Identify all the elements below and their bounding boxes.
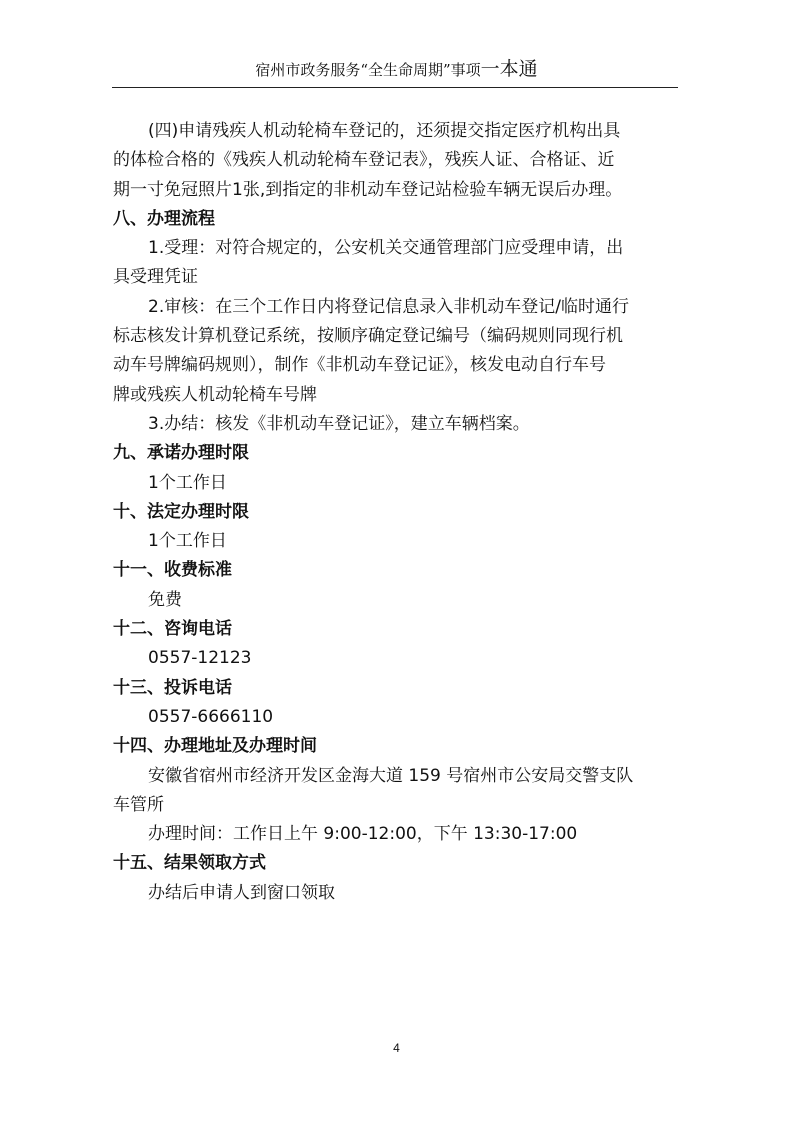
section-heading: 十三、投诉电话 xyxy=(113,677,232,698)
section-heading: 十一、收费标准 xyxy=(113,560,232,581)
document-body xyxy=(113,117,697,908)
header-title-prefix: 宿州市政务服务“全生命周期”事项 xyxy=(255,61,481,79)
page-number: 4 xyxy=(393,1041,400,1055)
body-line: 3.办结：核发《非机动车登记证》，建立车辆档案。 xyxy=(148,413,530,434)
body-line: 牌或残疾人机动轮椅车号牌 xyxy=(113,384,317,405)
section-heading: 十五、结果领取方式 xyxy=(113,853,266,874)
body-line: 动车号牌编码规则），制作《非机动车登记证》，核发电动自行车号 xyxy=(113,355,606,376)
body-line: 1个工作日 xyxy=(148,531,227,552)
running-header xyxy=(0,58,793,81)
body-line: 1个工作日 xyxy=(148,472,227,493)
section-heading: 十二、咨询电话 xyxy=(113,619,232,640)
header-title-suffix: 一本通 xyxy=(480,58,538,80)
body-line: 标志核发计算机登记系统，按顺序确定登记编号（编码规则同现行机 xyxy=(113,326,623,347)
body-line: 免费 xyxy=(148,589,182,610)
body-line: (四)申请残疾人机动轮椅车登记的，还须提交指定医疗机构出具 xyxy=(148,121,621,141)
body-line: 办结后申请人到窗口领取 xyxy=(148,882,335,903)
section-heading: 十、法定办理时限 xyxy=(113,501,249,522)
header-rule xyxy=(112,87,678,88)
section-heading: 八、办理流程 xyxy=(113,208,215,229)
body-line: 安徽省宿州市经济开发区金海大道 159 号宿州市公安局交警支队 xyxy=(148,765,634,786)
section-heading: 十四、办理地址及办理时间 xyxy=(113,736,317,757)
body-line: 车管所 xyxy=(113,794,164,815)
body-line: 具受理凭证 xyxy=(113,267,198,288)
body-line: 0557-12123 xyxy=(148,648,252,669)
body-line: 的体检合格的《残疾人机动轮椅车登记表》，残疾人证、合格证、近 xyxy=(113,150,615,171)
section-heading: 九、承诺办理时限 xyxy=(113,443,249,464)
body-line: 办理时间：工作日上午 9:00-12:00，下午 13:30-17:00 xyxy=(148,824,578,845)
body-line: 0557-6666110 xyxy=(148,706,274,727)
body-line: 1.受理：对符合规定的，公安机关交通管理部门应受理申请，出 xyxy=(148,238,624,259)
body-line: 2.审核：在三个工作日内将登记信息录入非机动车登记/临时通行 xyxy=(148,296,629,317)
body-line: 期一寸免冠照片1张,到指定的非机动车登记站检验车辆无误后办理。 xyxy=(113,179,623,200)
